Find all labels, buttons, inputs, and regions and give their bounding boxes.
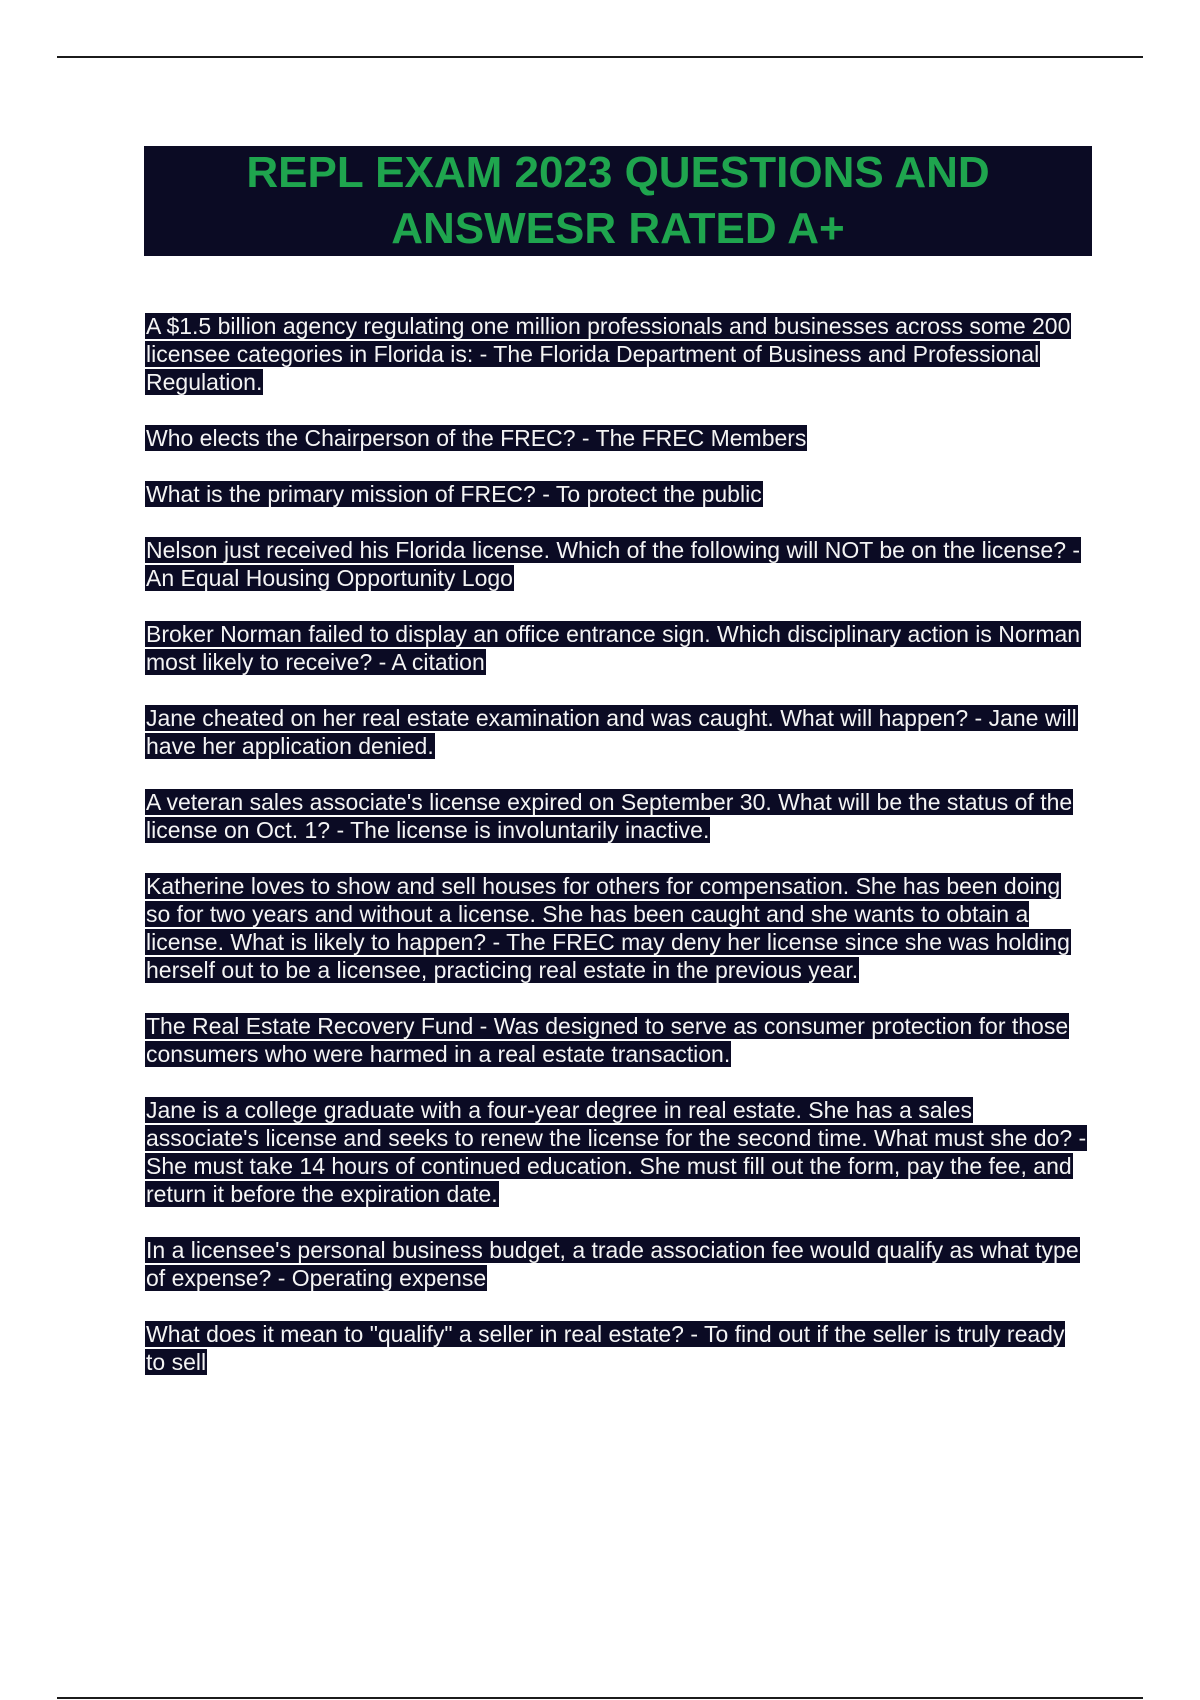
- qa-item: [145, 1320, 1090, 1376]
- qa-item-text: Jane cheated on her real estate examination and was caught. What will happen? - Jane will have her application denied.: [146, 705, 1077, 759]
- qa-item: [145, 1096, 1090, 1208]
- qa-item-text: Broker Norman failed to display an office entrance sign. Which disciplinary action is Norman most likely to receive? - A citation: [146, 621, 1081, 675]
- qa-item: [145, 480, 1090, 508]
- qa-item-text: A veteran sales associate's license expired on September 30. What will be the status of the license on Oct. 1? - The license is involuntarily inactive.: [146, 789, 1073, 843]
- qa-item-text: Katherine loves to show and sell houses for others for compensation. She has been doing so for two years and without a license. She has been caught and she wants to obtain a license. What is likely to happen? - The FREC may deny her license since she was holding herself out to be a licensee, practicing real estate in the previous year.: [146, 873, 1070, 983]
- qa-item: [145, 872, 1090, 984]
- qa-item: [145, 620, 1090, 676]
- qa-item-text: The Real Estate Recovery Fund - Was designed to serve as consumer protection for those consumers who were harmed in a real estate transaction.: [146, 1013, 1069, 1067]
- qa-item: [145, 424, 1090, 452]
- qa-item-text: A $1.5 billion agency regulating one million professionals and businesses across some 200 licensee categories in Florida is: - The Florida Department of Business and Professional Regulation.: [146, 313, 1071, 395]
- document-title: REPL EXAM 2023 QUESTIONS AND ANSWESR RATED A+: [246, 148, 990, 253]
- bottom-rule: [57, 1697, 1143, 1699]
- qa-item-text: What is the primary mission of FREC? - To protect the public: [146, 481, 762, 507]
- qa-item-text: In a licensee's personal business budget, a trade association fee would qualify as what type of expense? - Operating expense: [146, 1237, 1079, 1291]
- qa-list: [145, 312, 1090, 1404]
- qa-item: [145, 1236, 1090, 1292]
- qa-item: [145, 312, 1090, 396]
- qa-item: [145, 704, 1090, 760]
- qa-item: [145, 536, 1090, 592]
- qa-item-text: Who elects the Chairperson of the FREC? - The FREC Members: [146, 425, 807, 451]
- title-banner: [144, 146, 1092, 256]
- top-rule: [57, 56, 1143, 58]
- qa-item-text: Nelson just received his Florida license. Which of the following will NOT be on the license? - An Equal Housing Opportunity Logo: [146, 537, 1081, 591]
- qa-item-text: Jane is a college graduate with a four-year degree in real estate. She has a sales associate's license and seeks to renew the license for the second time. What must she do? - She must take 14 hours of continued education. She must fill out the form, pay the fee, and return it before the expiration date.: [146, 1097, 1087, 1207]
- qa-item-text: What does it mean to "qualify" a seller in real estate? - To find out if the seller is truly ready to sell: [146, 1321, 1065, 1375]
- qa-item: [145, 788, 1090, 844]
- qa-item: [145, 1012, 1090, 1068]
